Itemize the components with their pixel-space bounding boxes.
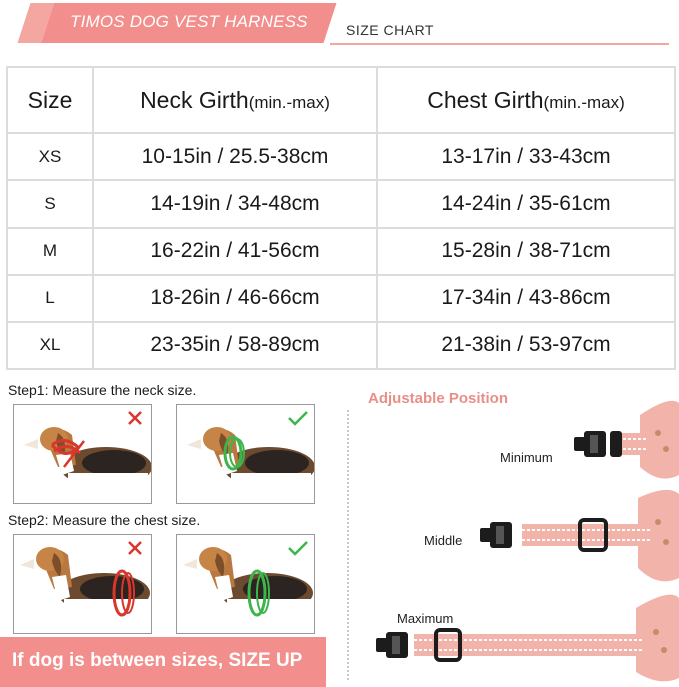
check-icon (287, 409, 309, 427)
check-icon (287, 539, 309, 557)
table-row (7, 180, 675, 227)
section-divider (347, 410, 349, 680)
chest-cell: 17-34in / 43-86cm (377, 275, 675, 322)
chest-cell: 15-28in / 38-71cm (377, 228, 675, 275)
neck-cell: 14-19in / 34-48cm (93, 180, 377, 227)
size-cell: S (7, 180, 93, 227)
strap-minimum (570, 395, 679, 485)
label-middle: Middle (424, 533, 463, 548)
page-subtitle: SIZE CHART (346, 22, 434, 38)
label-minimum: Minimum (500, 450, 553, 465)
strap-middle (478, 488, 679, 588)
table-header-row (7, 67, 675, 133)
header-chest-girth (377, 67, 675, 133)
cross-icon (126, 539, 144, 557)
header-neck-girth (93, 67, 377, 133)
header-divider (330, 43, 669, 45)
strap-maximum (374, 588, 679, 687)
size-cell: XS (7, 133, 93, 180)
step1-correct-photo (176, 404, 315, 504)
header-neck-label: Neck Girth (140, 86, 249, 113)
neck-cell: 18-26in / 46-66cm (93, 275, 377, 322)
size-cell: L (7, 275, 93, 322)
neck-cell: 23-35in / 58-89cm (93, 322, 377, 369)
header-neck-unit: (min.-max) (248, 92, 330, 112)
header-chest-label: Chest Girth (427, 86, 544, 113)
size-chart-table (6, 66, 676, 370)
chest-cell: 21-38in / 53-97cm (377, 322, 675, 369)
chest-cell: 13-17in / 33-43cm (377, 133, 675, 180)
table-row (7, 322, 675, 369)
step1-label: Step1: (8, 382, 49, 398)
header-chest-unit: (min.-max) (543, 92, 625, 112)
step2-label: Step2: (8, 512, 49, 528)
adjustable-title: Adjustable Position (368, 390, 509, 407)
header-size: Size (7, 67, 93, 133)
step1-text: Measure the neck size. (48, 382, 197, 398)
label-maximum: Maximum (397, 611, 454, 626)
table-row (7, 228, 675, 275)
size-cell: XL (7, 322, 93, 369)
step1-wrong-photo (13, 404, 152, 504)
banner-title: TIMOS DOG VEST HARNESS (70, 12, 308, 31)
neck-cell: 16-22in / 41-56cm (93, 228, 377, 275)
size-cell: M (7, 228, 93, 275)
neck-cell: 10-15in / 25.5-38cm (93, 133, 377, 180)
table-row (7, 133, 675, 180)
step2-correct-photo (176, 534, 315, 634)
size-up-tip: If dog is between sizes, SIZE UP (12, 650, 303, 671)
cross-icon (126, 409, 144, 427)
chest-cell: 14-24in / 35-61cm (377, 180, 675, 227)
step2-caption (8, 512, 200, 528)
step1-caption (8, 382, 196, 398)
table-row (7, 275, 675, 322)
step2-text: Measure the chest size. (48, 512, 201, 528)
step2-wrong-photo (13, 534, 152, 634)
